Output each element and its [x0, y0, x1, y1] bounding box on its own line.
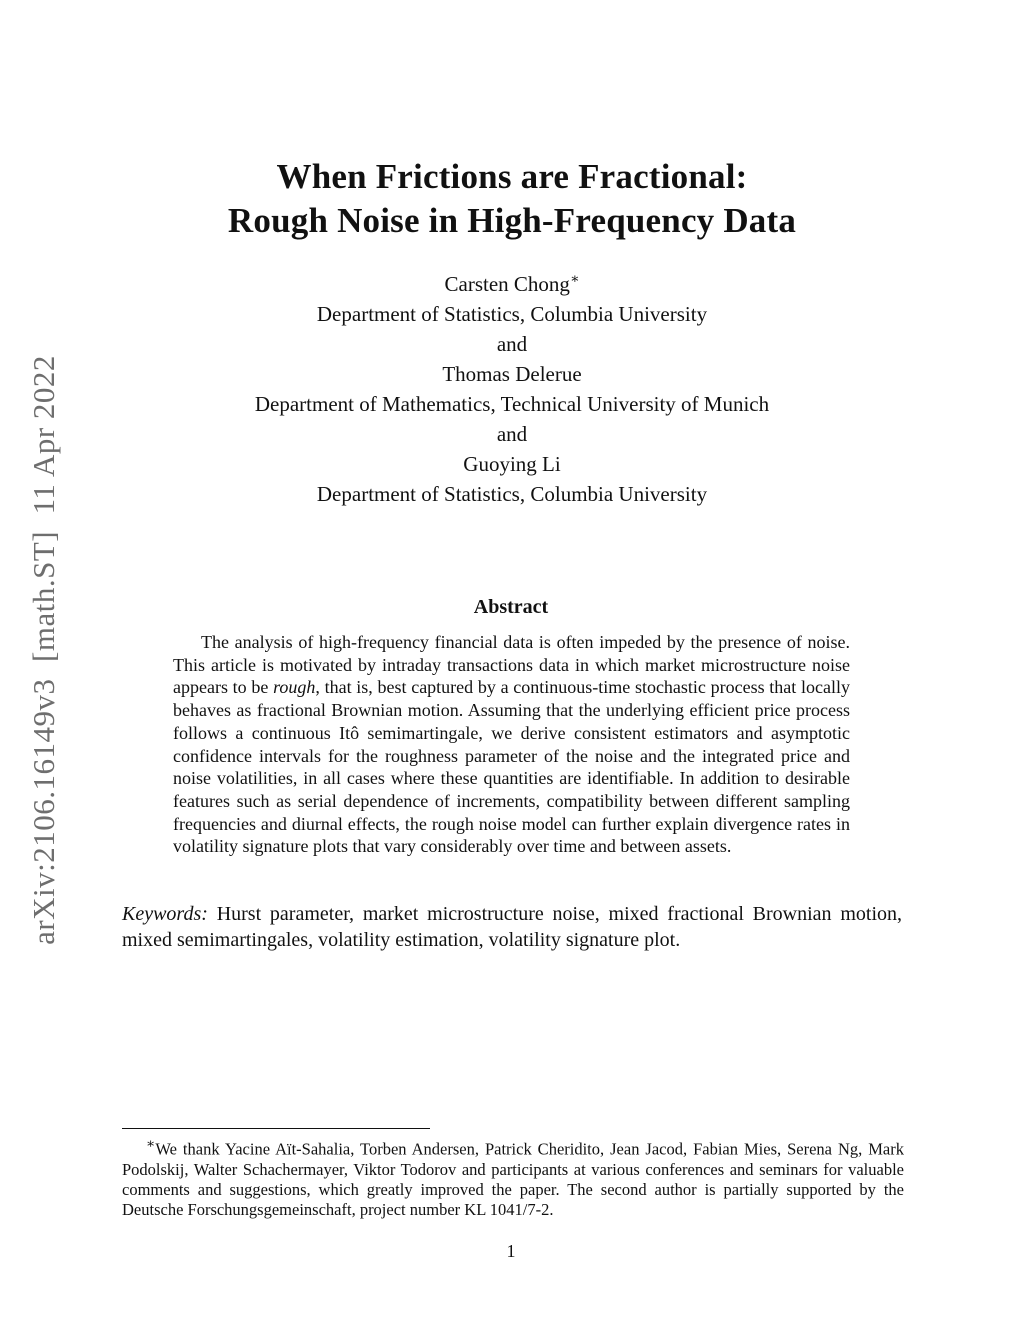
paper-title-line-1: When Frictions are Fractional:	[276, 157, 748, 196]
author-affiliation-2: Department of Mathematics, Technical University of Munich	[254, 392, 770, 416]
abstract-text-part-2: , that is, best captured by a continuous-time stochastic process that locally behaves as fractional Brownian motion. Assuming that the underlying efficient price process follows a continuous Itô semimartingale, we derive consistent estimators and asymptotic confidence intervals for the roughness parameter of the noise and the integrated price and noise volatilities, in all cases where these quantities are identifiable. In addition to desirable features such as serial dependence of increments, compatibility between different sampling frequencies and diurnal effects, the rough noise model can further explain divergence rates in volatility signature plots that vary considerably over time and between assets.	[173, 677, 850, 857]
abstract-italic-word: rough	[273, 677, 316, 698]
author-separator-2: and	[496, 422, 528, 446]
author-block	[0, 269, 1024, 509]
footnote-rule	[122, 1128, 430, 1129]
arxiv-watermark: arXiv:2106.16149v3 [math.ST] 11 Apr 2022	[26, 355, 61, 945]
footnote-body: We thank Yacine Aït-Sahalia, Torben Andersen, Patrick Cheridito, Jean Jacod, Fabian Mies, Serena Ng, Mark Podolskij, Walter Schachermayer, Viktor Todorov and participants at various conferences and seminars for valuable comments and suggestions, which greatly improved the paper. The second author is partially supported by the Deutsche Forschungsgemeinschaft, project number KL 1041/7-2.	[122, 1139, 904, 1220]
footnote-text	[122, 1134, 904, 1221]
author-name-2: Thomas Delerue	[442, 362, 582, 386]
author-1-footnote-marker: ∗	[569, 272, 580, 287]
author-name-1	[0, 269, 1024, 299]
title-block	[0, 155, 1024, 243]
author-affiliation-3: Department of Statistics, Columbia University	[316, 482, 708, 506]
keywords-paragraph	[122, 901, 902, 953]
paper-title-line-2: Rough Noise in High-Frequency Data	[227, 201, 797, 240]
author-name-1-text: Carsten Chong	[444, 272, 570, 296]
abstract-text-part-1: The analysis of high-frequency financial data is often impeded by the presence of noise. This article is motivated by intraday transactions data in which market microstructure noise appears to be	[173, 632, 850, 698]
paper-title	[0, 155, 1024, 243]
abstract-text	[173, 631, 850, 858]
author-affiliation-1: Department of Statistics, Columbia University	[316, 302, 708, 326]
author-separator-1: and	[496, 332, 528, 356]
keywords-text: Hurst parameter, market microstructure noise, mixed fractional Brownian motion, mixed semimartingales, volatility estimation, volatility signature plot.	[122, 903, 903, 951]
page-number: 1	[506, 1241, 516, 1261]
keywords-label: Keywords:	[122, 903, 208, 925]
abstract-heading: Abstract	[473, 596, 549, 618]
author-name-3: Guoying Li	[463, 452, 561, 476]
footnote-marker: ∗	[146, 1136, 156, 1151]
